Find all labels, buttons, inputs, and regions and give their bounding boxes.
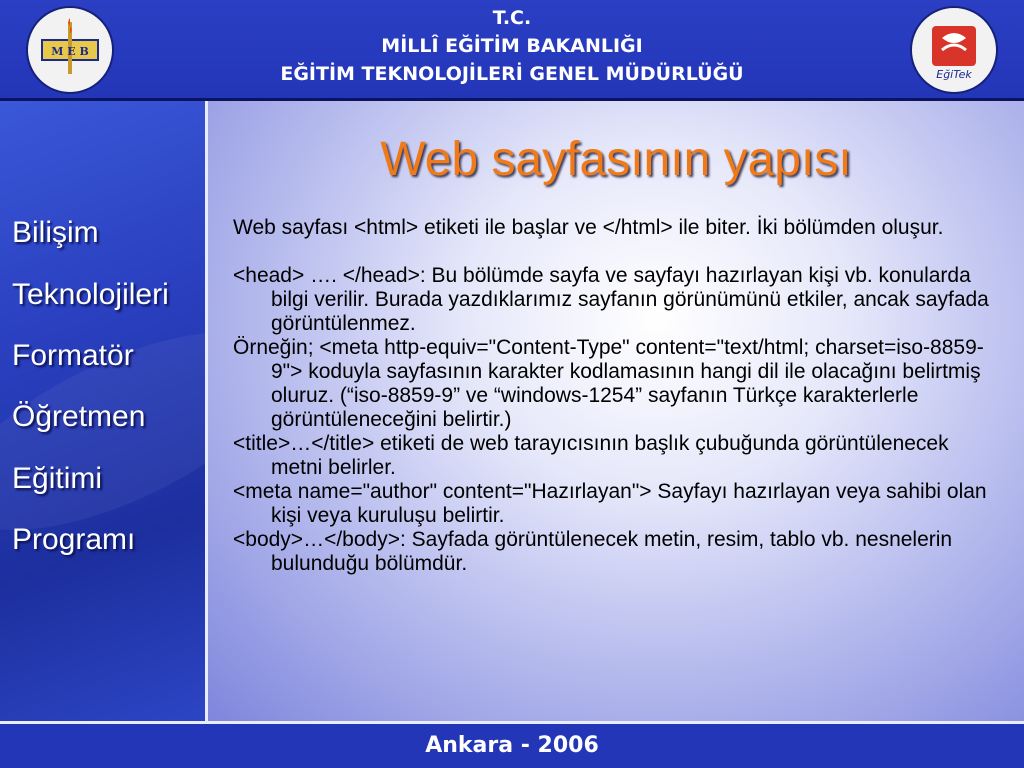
sidebar-item-bilisim: Bilişim [12,216,99,249]
sidebar-item-teknolojileri: Teknolojileri [12,278,169,311]
sidebar-item-ogretmen: Öğretmen [12,400,146,433]
paragraph-5: <meta name="author" content="Hazırlayan"> Sayfayı hazırlayan veya sahibi olan kişi veya kuruluşu belirtir. [233,480,987,527]
header-title [200,4,824,88]
sidebar-item-egitimi: Eğitimi [12,462,103,495]
paragraph-3: Örneğin; <meta http-equiv="Content-Type" content="text/html; charset=iso-8859-9"> koduyla sayfasının karakter kodlamasının hangi dil ile olacağını belirtmiş oluruz. (“iso-8859-9” ve “windows-1254” sayfanın Türkçe karakterlerle görüntüleneceğini belirtir.) [233,336,984,431]
footer-bar [0,724,1024,768]
paragraph-1: Web sayfası <html> etiketi ile başlar ve </html> ile biter. İki bölümden oluşur. [233,216,944,239]
meb-emblem-icon [28,8,112,92]
svg-text:M E B: M E B [51,45,89,58]
header-banner [0,0,1024,101]
paragraph-2: <head> …. </head>: Bu bölümde sayfa ve sayfayı hazırlayan kişi vb. konularda bilgi verilir. Burada yazdıklarımız sayfanın görünümünü etkiler, ancak sayfada görüntülenmez. [233,264,989,335]
sidebar-item-programi: Programı [12,523,136,556]
slide-body [233,216,993,576]
header-line-1: T.C. [492,7,532,29]
header-line-3: EĞİTİM TEKNOLOJİLERİ GENEL MÜDÜRLÜĞÜ [280,63,744,85]
slide-title: Web sayfasının yapısı [380,133,852,186]
paragraph-6: <body>…</body>: Sayfada görüntülenecek metin, resim, tablo vb. nesnelerin bulunduğu bölümdür. [233,528,953,575]
footer-text: Ankara - 2006 [425,733,599,758]
egitek-emblem-icon [912,8,996,92]
sidebar-item-formator: Formatör [12,339,134,372]
paragraph-4: <title>…</title> etiketi de web tarayıcısının başlık çubuğunda görüntülenecek metni belirler. [233,432,949,479]
header-line-2: MİLLÎ EĞİTİM BAKANLIĞI [381,35,643,57]
egitek-logo [910,6,998,94]
svg-text:EğiTek: EğiTek [936,68,972,81]
meb-logo [26,6,114,94]
